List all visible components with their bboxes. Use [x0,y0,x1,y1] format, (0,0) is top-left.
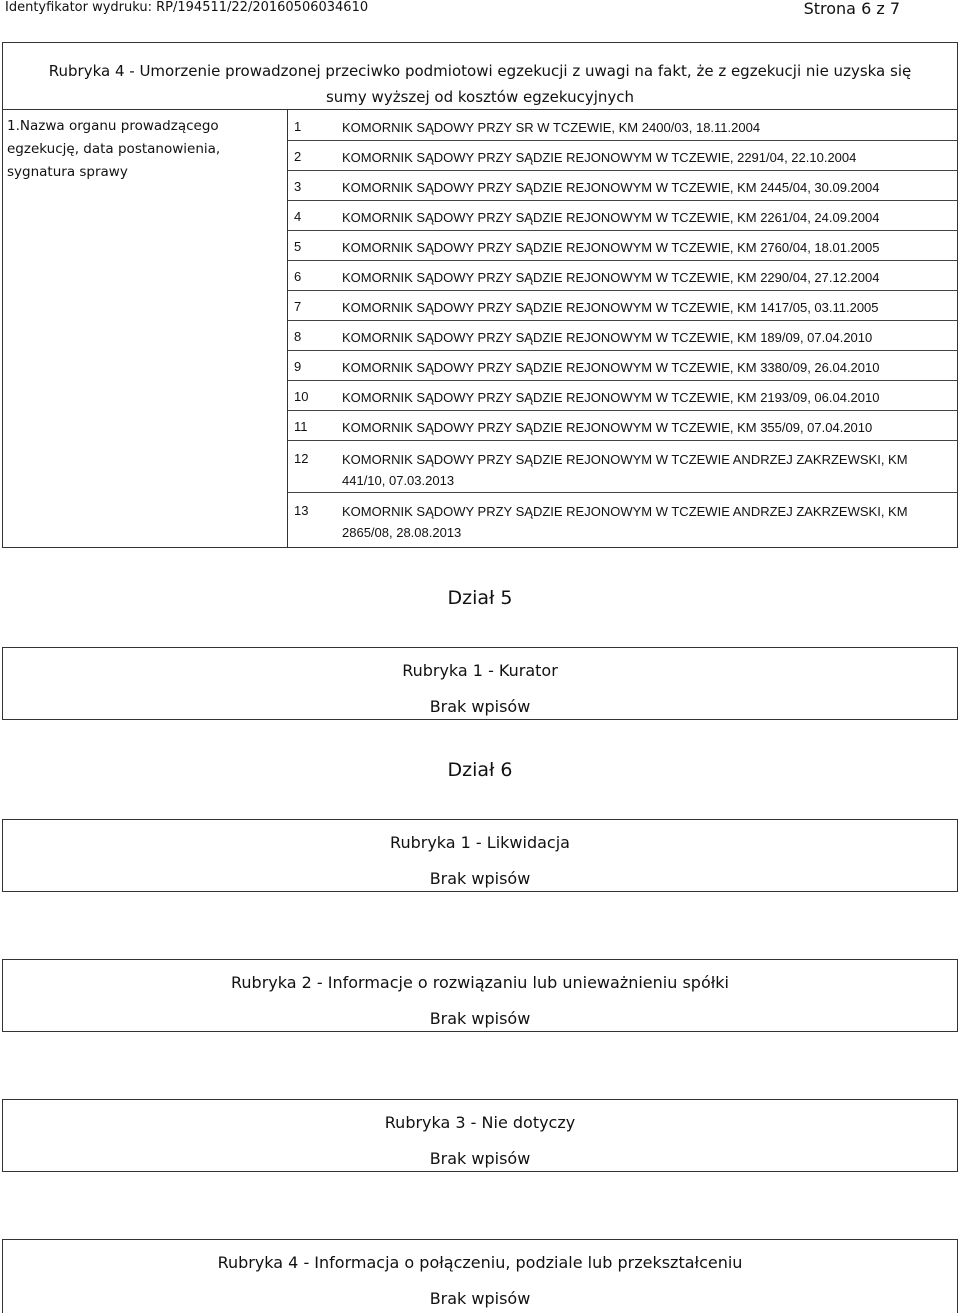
dzial-6-heading: Dział 6 [447,759,513,781]
entry-row [288,171,957,201]
entry-number: 8 [294,329,302,344]
entry-number: 11 [294,419,308,434]
section-title [3,58,957,110]
entry-row [288,201,957,231]
rubryka-title: Rubryka 2 - Informacje o rozwiązaniu lub unieważnieniu spółki [231,973,729,992]
rubryka-title: Rubryka 3 - Nie dotyczy [384,1113,576,1132]
entry-text: KOMORNIK SĄDOWY PRZY SR W TCZEWIE, KM 2400/03, 18.11.2004 [342,120,761,135]
entry-number: 4 [294,209,302,224]
entry-text: KOMORNIK SĄDOWY PRZY SĄDZIE REJONOWYM W TCZEWIE, KM 2445/04, 30.09.2004 [342,180,880,195]
entry-number: 3 [294,179,302,194]
entry-text: KOMORNIK SĄDOWY PRZY SĄDZIE REJONOWYM W TCZEWIE ANDRZEJ ZAKRZEWSKI, KM 441/10, 07.03.2013 [342,452,908,488]
rubryka-content: Brak wpisów [429,697,531,716]
page-number: Strona 6 z 7 [803,0,900,18]
entry-number: 7 [294,299,302,314]
entry-number: 6 [294,269,302,284]
entry-number: 9 [294,359,302,374]
entry-text: KOMORNIK SĄDOWY PRZY SĄDZIE REJONOWYM W TCZEWIE, KM 1417/05, 03.11.2005 [342,300,879,315]
entry-text: KOMORNIK SĄDOWY PRZY SĄDZIE REJONOWYM W TCZEWIE, KM 3380/09, 26.04.2010 [342,360,880,375]
rubryka-kurator [2,647,958,720]
dzial-5-heading: Dział 5 [447,587,513,609]
entry-text: KOMORNIK SĄDOWY PRZY SĄDZIE REJONOWYM W TCZEWIE ANDRZEJ ZAKRZEWSKI, KM 2865/08, 28.08.2013 [342,504,908,540]
entry-row [288,441,957,493]
entry-row [288,261,957,291]
rubryka-title: Rubryka 1 - Likwidacja [390,833,570,852]
entry-number: 1 [294,119,302,134]
entry-row [288,321,957,351]
entry-row [288,231,957,261]
entry-number: 12 [294,451,309,466]
field-label: 1.Nazwa organu prowadzącego egzekucję, data postanowienia, sygnatura sprawy [7,118,221,180]
entry-row [288,381,957,411]
rubryka-rozwiazanie [2,959,958,1032]
entry-text: KOMORNIK SĄDOWY PRZY SĄDZIE REJONOWYM W TCZEWIE, KM 2290/04, 27.12.2004 [342,270,880,285]
entry-text: KOMORNIK SĄDOWY PRZY SĄDZIE REJONOWYM W TCZEWIE, KM 355/09, 07.04.2010 [342,420,873,435]
rubryka-content: Brak wpisów [429,1009,531,1028]
rubryka-likwidacja [2,819,958,892]
entry-row [288,493,957,547]
entry-text: KOMORNIK SĄDOWY PRZY SĄDZIE REJONOWYM W TCZEWIE, 2291/04, 22.10.2004 [342,150,857,165]
entry-text: KOMORNIK SĄDOWY PRZY SĄDZIE REJONOWYM W TCZEWIE, KM 189/09, 07.04.2010 [342,330,873,345]
rubryka-content: Brak wpisów [429,1289,531,1308]
entry-row [288,411,957,441]
entry-row [288,141,957,171]
rubryka-nie-dotyczy [2,1099,958,1172]
entry-row [288,111,957,141]
rubryka-content: Brak wpisów [429,869,531,888]
entry-text: KOMORNIK SĄDOWY PRZY SĄDZIE REJONOWYM W TCZEWIE, KM 2760/04, 18.01.2005 [342,240,880,255]
entry-text: KOMORNIK SĄDOWY PRZY SĄDZIE REJONOWYM W TCZEWIE, KM 2261/04, 24.09.2004 [342,210,880,225]
section-title-line-1: Rubryka 4 - Umorzenie prowadzonej przeciwko podmiotowi egzekucji z uwagi na fakt, że z egzekucji nie uzyska się [48,62,912,80]
rubryka-polaczenie [2,1239,958,1313]
section-title-line-2: sumy wyższej od kosztów egzekucyjnych [325,88,635,106]
rubryka-title: Rubryka 1 - Kurator [402,661,558,680]
print-identifier: Identyfikator wydruku: RP/194511/22/20160506034610 [5,0,369,15]
entry-row [288,291,957,321]
section-rubryka-4 [2,42,958,548]
rubryka-title: Rubryka 4 - Informacja o połączeniu, podziale lub przekształceniu [217,1253,743,1272]
entry-number: 5 [294,239,302,254]
entry-number: 10 [294,389,309,404]
entry-number: 13 [294,503,309,518]
section-divider [3,109,957,110]
rubryka-content: Brak wpisów [429,1149,531,1168]
entry-text: KOMORNIK SĄDOWY PRZY SĄDZIE REJONOWYM W TCZEWIE, KM 2193/09, 06.04.2010 [342,390,880,405]
entry-number: 2 [294,149,302,164]
entry-row [288,351,957,381]
